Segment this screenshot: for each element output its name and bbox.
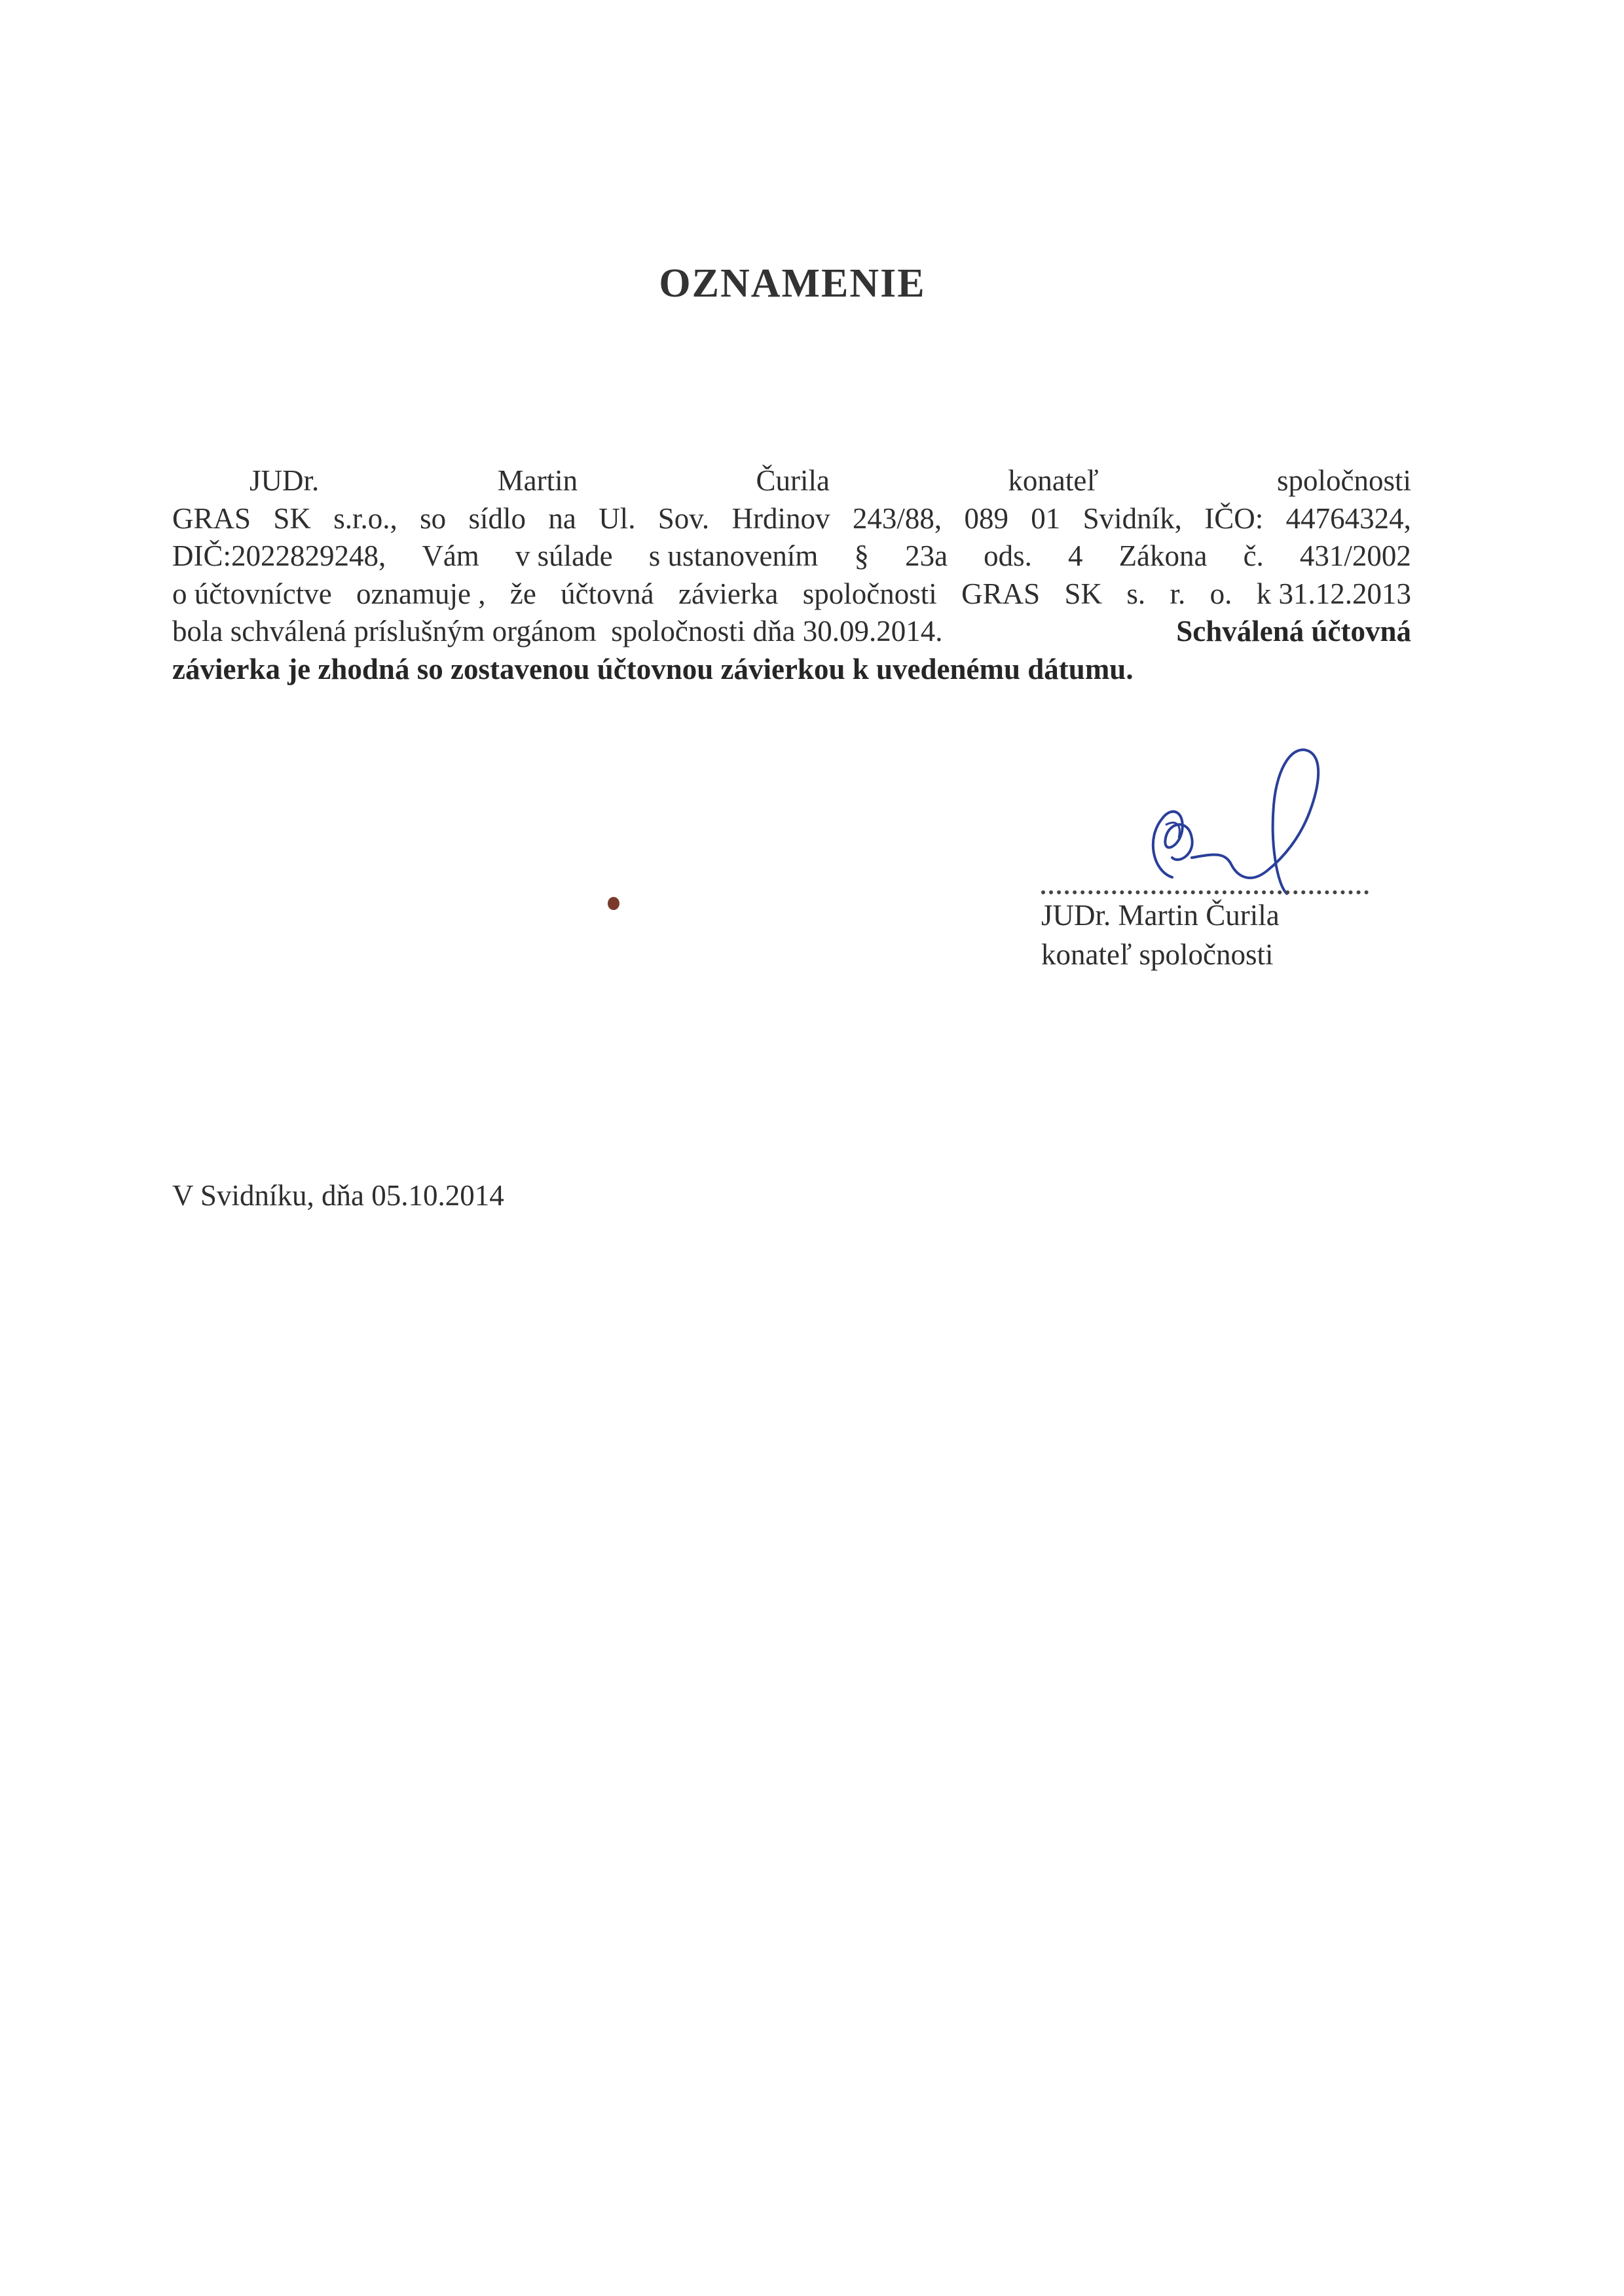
paragraph-line-3 — [172, 538, 1411, 575]
word: 23a — [905, 539, 948, 572]
document-title: OZNAMENIE — [659, 261, 926, 306]
word: na — [548, 501, 576, 535]
notice-paragraph — [172, 462, 1411, 688]
word: GRAS — [961, 577, 1041, 610]
word: s.r.o., — [333, 501, 397, 535]
ink-stain — [608, 897, 619, 910]
word: s ustanovením — [648, 539, 819, 572]
word: Hrdinov — [731, 501, 830, 535]
word: 431/2002 — [1299, 539, 1411, 572]
paragraph-line-1 — [172, 462, 1411, 500]
word: o účtovníctve — [172, 577, 332, 610]
word: § — [854, 539, 869, 572]
word: ods. — [984, 539, 1032, 572]
word: JUDr. — [249, 464, 320, 497]
word: 089 — [964, 501, 1008, 535]
signer-name: JUDr. Martin Čurila — [1041, 899, 1280, 932]
word: Čurila — [756, 464, 830, 497]
word: Martin — [497, 464, 578, 497]
word: závierka — [678, 577, 779, 610]
word: 01 — [1031, 501, 1061, 535]
word: Vám — [422, 539, 479, 572]
word: DIČ:2022829248, — [172, 539, 386, 572]
word: Sov. — [657, 501, 710, 535]
word: Zákona — [1118, 539, 1208, 572]
word: o. — [1209, 577, 1232, 610]
word: GRAS — [172, 501, 251, 535]
paragraph-line-6: závierka je zhodná so zostavenou účtovnou závierkou k uvedenému dátumu. — [172, 652, 1134, 685]
word: sídlo — [468, 501, 526, 535]
word: IČO: — [1204, 501, 1264, 535]
handwritten-signature — [1126, 740, 1349, 903]
word: 44764324, — [1285, 501, 1411, 535]
signature-block — [1041, 896, 1280, 974]
signer-role: konateľ spoločnosti — [1041, 938, 1274, 971]
place-and-date: V Svidníku, dňa 05.10.2014 — [172, 1179, 504, 1212]
word: v súlade — [515, 539, 613, 572]
word: účtovná — [561, 577, 654, 610]
word: Ul. — [599, 501, 636, 535]
word: SK — [1064, 577, 1103, 610]
word: s. — [1126, 577, 1146, 610]
paragraph-line-4 — [172, 575, 1411, 613]
word: spoločnosti — [802, 577, 937, 610]
word: 243/88, — [852, 501, 942, 535]
approval-bold-text: Schválená účtovná — [1176, 615, 1411, 647]
word: č. — [1243, 539, 1264, 572]
word: konateľ — [1008, 464, 1099, 497]
word: 4 — [1067, 539, 1083, 572]
word: že — [509, 577, 536, 610]
word: r. — [1170, 577, 1186, 610]
word: k 31.12.2013 — [1256, 577, 1411, 610]
word: so — [420, 501, 447, 535]
paragraph-line-5 — [172, 613, 1411, 651]
word: spoločnosti — [1276, 464, 1411, 497]
word: SK — [273, 501, 311, 535]
approval-text: bola schválená príslušným orgánom spoločnosti dňa 30.09.2014. — [172, 615, 943, 647]
word: Svidník, — [1082, 501, 1182, 535]
paragraph-line-2 — [172, 500, 1411, 538]
word: oznamuje , — [356, 577, 486, 610]
signature-line — [1041, 884, 1369, 894]
